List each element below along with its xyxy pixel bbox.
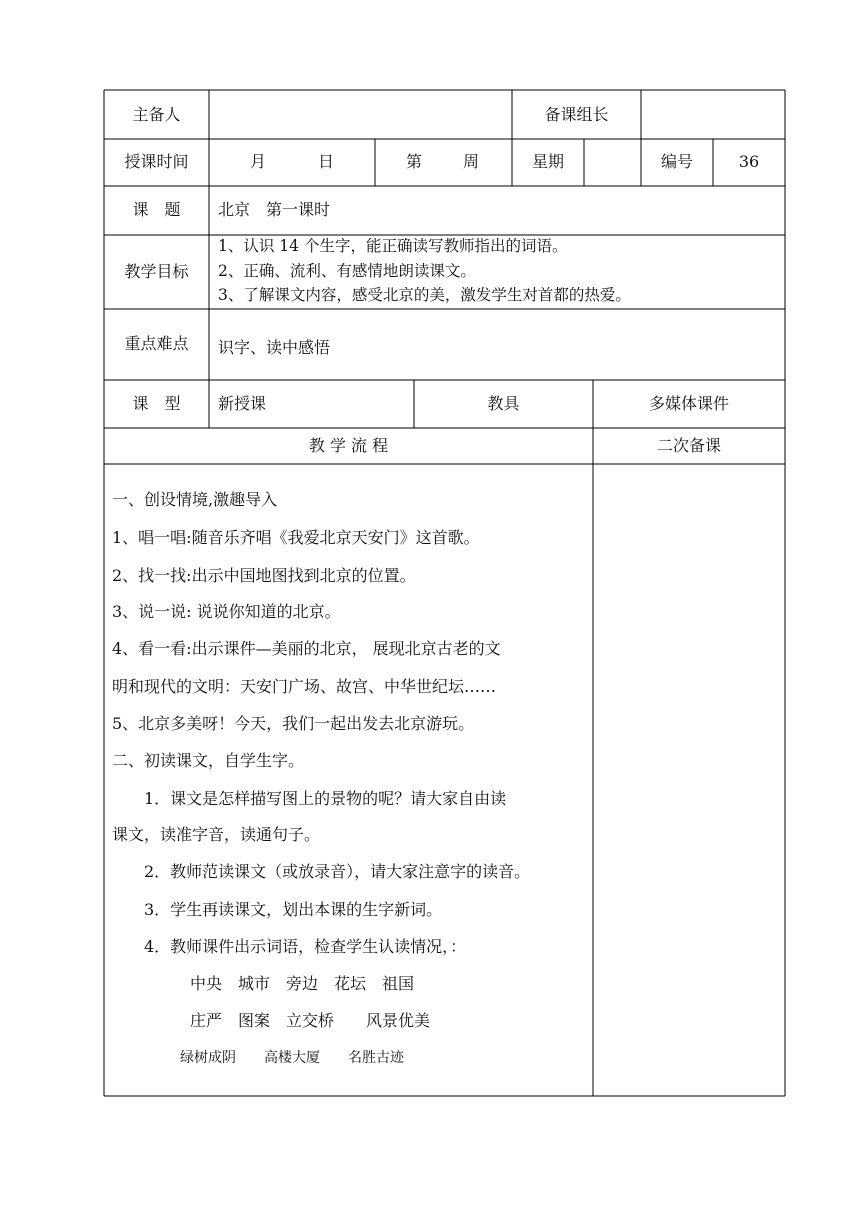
tools-value: 多媒体课件 bbox=[648, 394, 729, 413]
flow-line: 4．教师课件出示词语，检查学生认读情况，： bbox=[112, 937, 467, 956]
flow-line: 1、唱一唱:随音乐齐唱《我爱北京天安门》这首歌。 bbox=[112, 528, 480, 547]
keypoints-label: 重点难点 bbox=[124, 334, 189, 353]
second-prep-header: 二次备课 bbox=[656, 436, 721, 455]
month-label: 月 bbox=[250, 152, 267, 171]
goals-label: 教学目标 bbox=[124, 262, 189, 281]
topic-label: 课 题 bbox=[132, 200, 181, 219]
flow-line: 1．课文是怎样描写图上的景物的呢？请大家自由读 bbox=[112, 789, 507, 808]
flow-line: 一、创设情境,激趣导入 bbox=[112, 490, 278, 509]
vocab-row: 庄严 图案 立交桥 风景优美 bbox=[190, 1011, 431, 1030]
flow-line: 课文，读准字音，读通句子。 bbox=[112, 825, 321, 844]
time-label: 授课时间 bbox=[124, 152, 189, 171]
group-leader-label: 备课组长 bbox=[544, 105, 609, 124]
week-suffix: 周 bbox=[463, 152, 480, 171]
goal-item: 1、认识 14 个生字，能正确读写教师指出的词语。 bbox=[218, 237, 568, 255]
vocab-row: 绿树成阴 高楼大厦 名胜古迹 bbox=[180, 1050, 404, 1066]
weekday-label: 星期 bbox=[531, 152, 564, 171]
number-label: 编号 bbox=[660, 152, 693, 171]
keypoints-value: 识字、读中感悟 bbox=[218, 338, 331, 357]
type-value: 新授课 bbox=[218, 394, 267, 413]
topic-value: 北京 第一课时 bbox=[218, 200, 331, 219]
flow-line: 3．学生再读课文，划出本课的生字新词。 bbox=[112, 900, 443, 919]
flow-line: 明和现代的文明：天安门广场、故宫、中华世纪坛…… bbox=[112, 677, 497, 696]
flow-line: 二、初读课文，自学生字。 bbox=[112, 751, 305, 770]
goal-item: 2、正确、流利、有感情地朗读课文。 bbox=[218, 262, 476, 280]
teaching-flow-header: 教 学 流 程 bbox=[308, 436, 389, 455]
type-label: 课 型 bbox=[132, 394, 181, 413]
tools-label: 教具 bbox=[487, 394, 520, 413]
vocab-row: 中央 城市 旁边 花坛 祖国 bbox=[190, 974, 415, 993]
flow-line: 5、北京多美呀！今天，我们一起出发去北京游玩。 bbox=[112, 714, 475, 733]
flow-line: 2、找一找:出示中国地图找到北京的位置。 bbox=[112, 566, 416, 585]
planner-label: 主备人 bbox=[132, 105, 181, 124]
number-value: 36 bbox=[738, 152, 760, 171]
goal-item: 3、了解课文内容，感受北京的美，激发学生对首都的热爱。 bbox=[218, 286, 631, 304]
flow-line: 3、说一说: 说说你知道的北京。 bbox=[112, 602, 341, 621]
flow-line: 4、看一看:出示课件—美丽的北京， 展现北京古老的文 bbox=[112, 639, 501, 658]
day-label: 日 bbox=[318, 152, 335, 171]
flow-line: 2．教师范读课文（或放录音），请大家注意字的读音。 bbox=[112, 862, 531, 881]
week-prefix: 第 bbox=[406, 152, 423, 171]
